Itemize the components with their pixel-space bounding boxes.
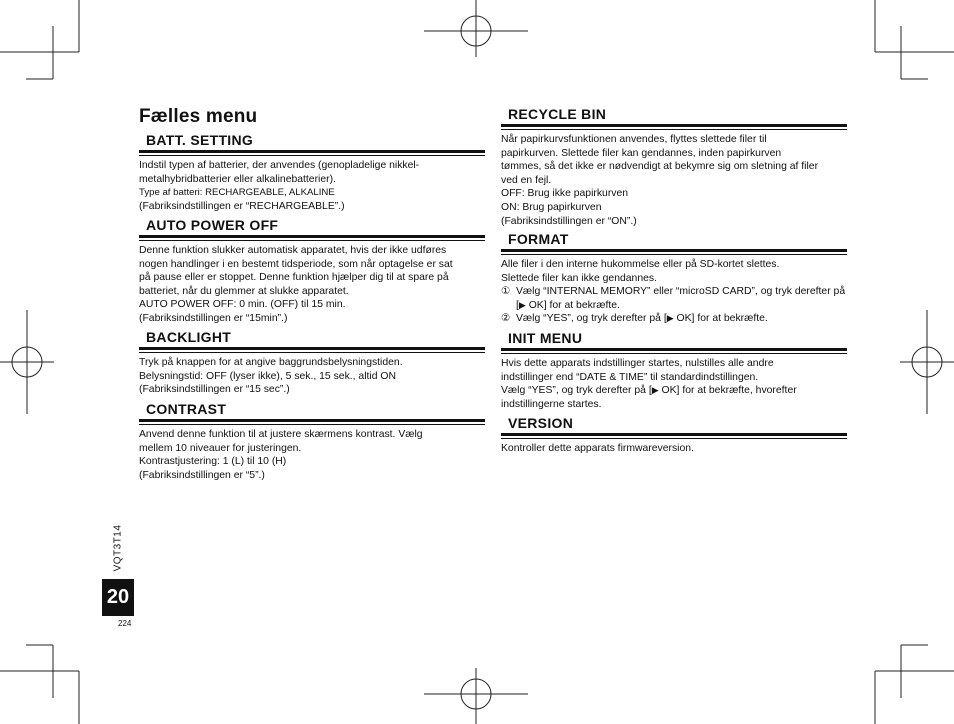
instruction-text-end: OK] for at bekræfte, hvorefter indstillingerne startes. xyxy=(501,385,797,410)
section-batt-setting xyxy=(139,132,485,213)
section-backlight xyxy=(139,329,485,397)
step-text: Vælg “INTERNAL MEMORY” eller “microSD CARD”, og tryk derefter på [ xyxy=(516,286,846,311)
step-text: Vælg “YES”, og tryk derefter på [ xyxy=(516,313,667,325)
section-body: Anvend denne funktion til at justere skærmens kontrast. Vælg mellem 10 niveauer for justeringen. Kontrastjustering: 1 (L) til 10 (H) (Fabriksindstillingen er “5”.) xyxy=(139,429,423,481)
section-heading: RECYCLE BIN xyxy=(501,106,847,127)
play-triangle-icon: ▶ xyxy=(651,385,659,396)
page-title: Fælles menu xyxy=(139,106,258,127)
step-text-end: OK] for at bekræfte. xyxy=(525,299,620,311)
step-number: ② xyxy=(501,313,511,325)
section-contrast xyxy=(139,401,485,482)
section-heading: AUTO POWER OFF xyxy=(139,217,485,238)
section-body: Indstil typen af batterier, der anvendes (genopladelige nikkel- metalhybridbatterier eller alkalinebatterier). xyxy=(139,160,420,185)
format-step-1 xyxy=(501,285,847,312)
step-text-end: OK] for at bekræfte. xyxy=(673,313,768,325)
section-heading: FORMAT xyxy=(501,231,847,252)
page-number-tab: 20 xyxy=(102,579,134,616)
format-step-2 xyxy=(501,312,847,326)
section-small-text: Type af batteri: RECHARGEABLE, ALKALINE xyxy=(139,187,335,199)
document-code: VQT3T14 xyxy=(112,524,124,572)
section-init-menu xyxy=(501,330,847,411)
step-number: ① xyxy=(501,286,511,298)
play-triangle-icon: ▶ xyxy=(518,299,526,310)
section-heading: CONTRAST xyxy=(139,401,485,422)
section-body: Tryk på knappen for at angive baggrundsbelysningstiden. Belysningstid: OFF (lyser ikke), 5 sek., 15 sek., altid ON (Fabriksindstillingen er “15 sec”.) xyxy=(139,357,403,396)
section-body: Når papirkurvsfunktionen anvendes, flyttes slettede filer til papirkurven. Slettede filer kan gendannes, inden papirkurven tømmes, så det ikke er nødvendigt at bekymre sig om sletning af filer ved en fejl. OFF: Brug ikke papirkurven ON: Brug papirkurven (Fabriksindstillingen er “ON”.) xyxy=(501,134,819,227)
section-heading: BATT. SETTING xyxy=(139,132,485,153)
section-heading: BACKLIGHT xyxy=(139,329,485,350)
section-note: (Fabriksindstillingen er “RECHARGEABLE”.) xyxy=(139,200,345,212)
section-auto-power-off xyxy=(139,217,485,326)
section-heading: VERSION xyxy=(501,415,847,436)
section-body-2 xyxy=(501,384,847,411)
section-format xyxy=(501,231,847,326)
section-body: Denne funktion slukker automatisk apparatet, hvis der ikke udføres nogen handlinger i en bestemt tidsperiode, som når optagelse er sat på pause eller er stoppet. Denne funktion hjælper dig til at spare på batteriet, når du glemmer at slukke apparatet. AUTO POWER OFF: 0 min. (OFF) til 15 min. (Fabriksindstillingen er “15min”.) xyxy=(139,245,453,324)
sheet-number: 224 xyxy=(118,619,132,628)
section-heading: INIT MENU xyxy=(501,330,847,351)
section-body: Kontroller dette apparats firmwareversion. xyxy=(501,443,694,454)
section-body: Hvis dette apparats indstillinger startes, nulstilles alle andre indstillinger end “DATE & TIME” til standardindstillingen. xyxy=(501,358,774,383)
instruction-text: Vælg “YES”, og tryk derefter på [ xyxy=(501,385,652,397)
play-triangle-icon: ▶ xyxy=(666,313,674,324)
section-recycle-bin xyxy=(501,106,847,228)
section-body: Alle filer i den interne hukommelse eller på SD-kortet slettes. Slettede filer kan ikke gendannes. xyxy=(501,259,780,284)
section-version xyxy=(501,415,847,456)
